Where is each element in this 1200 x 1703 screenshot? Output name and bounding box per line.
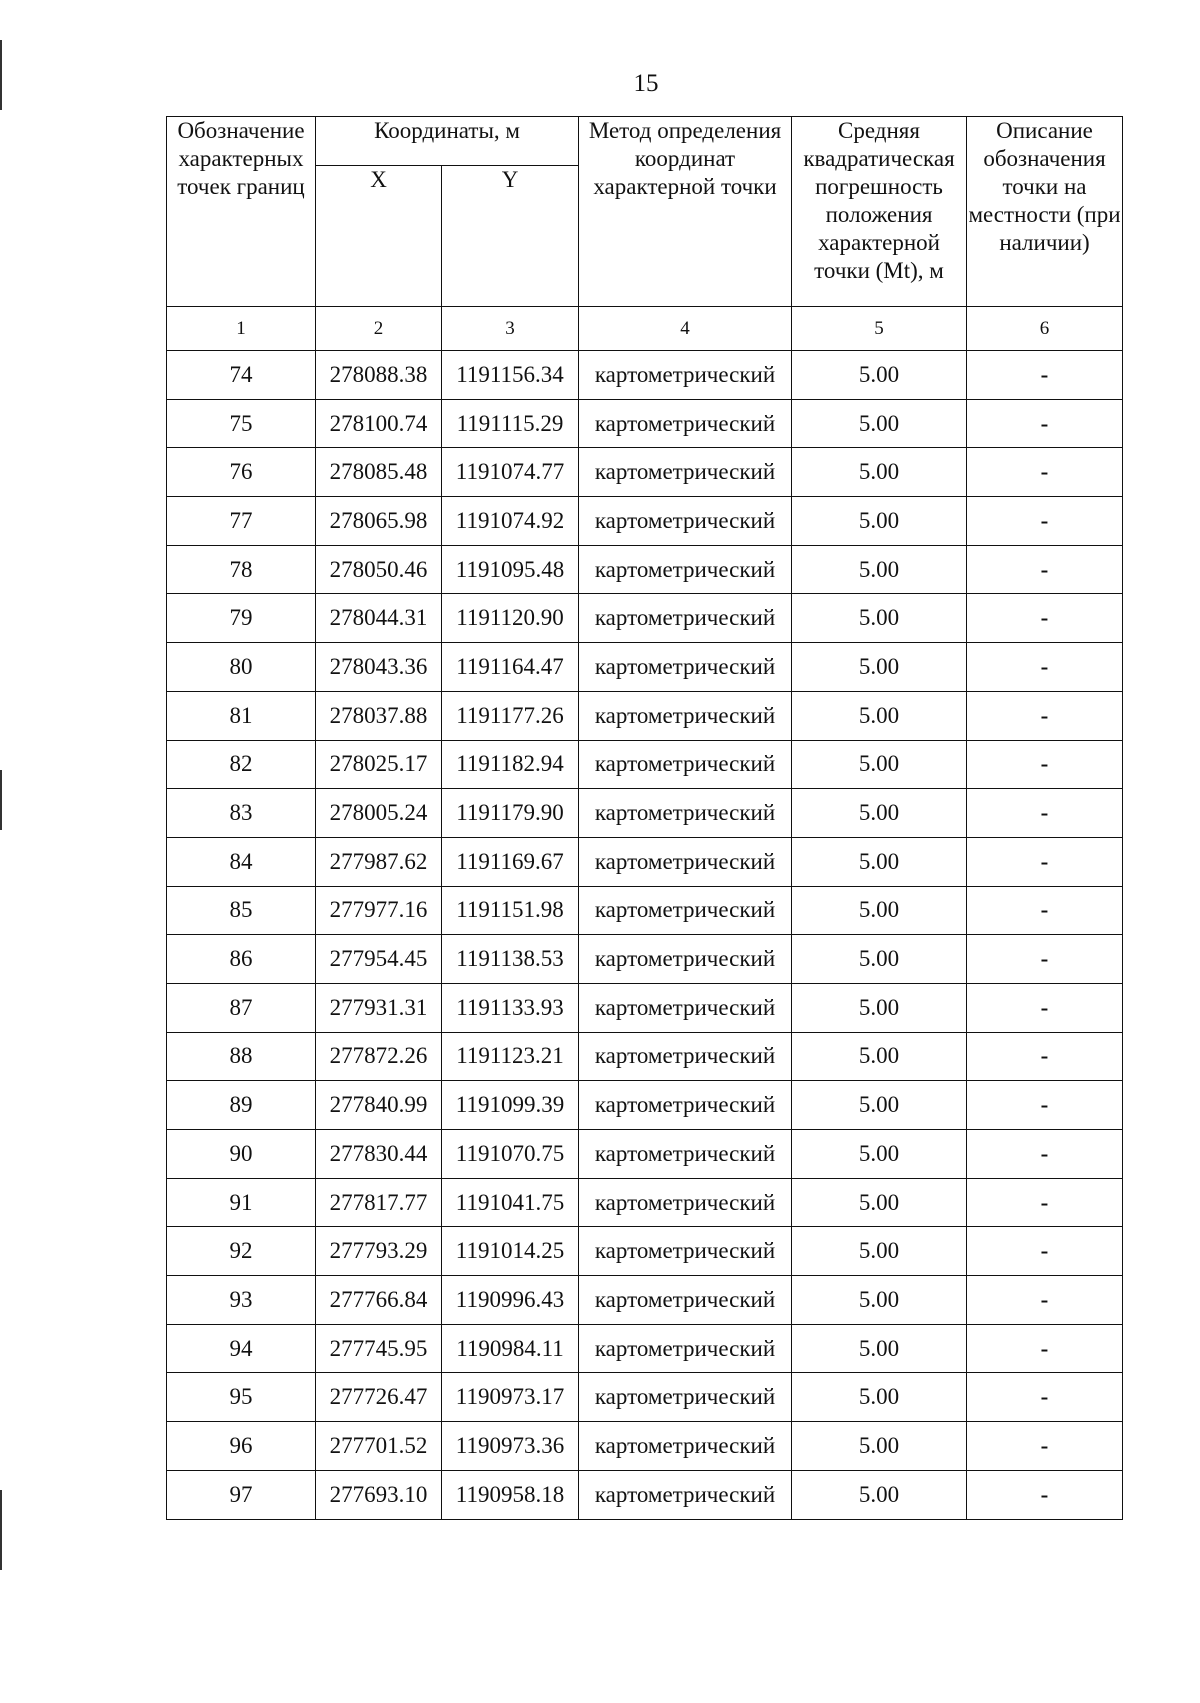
method-cell: картометрический [579,1422,792,1471]
table-row [167,448,1123,497]
y-coordinate-cell: 1190996.43 [442,1276,579,1325]
column-number: 1 [167,307,316,351]
y-coordinate-cell: 1191138.53 [442,935,579,984]
method-cell: картометрический [579,1373,792,1422]
method-cell: картометрический [579,497,792,546]
table-row [167,594,1123,643]
method-cell: картометрический [579,1178,792,1227]
x-coordinate-cell: 277840.99 [316,1081,442,1130]
x-coordinate-cell: 278085.48 [316,448,442,497]
x-coordinate-cell: 278050.46 [316,545,442,594]
description-cell: - [967,448,1123,497]
table-row [167,1276,1123,1325]
y-coordinate-cell: 1191070.75 [442,1130,579,1179]
y-coordinate-cell: 1191182.94 [442,740,579,789]
method-cell: картометрический [579,351,792,400]
description-cell: - [967,1081,1123,1130]
scan-margin-mark [0,1490,2,1570]
header-x: X [316,166,442,307]
point-cell: 92 [167,1227,316,1276]
description-cell: - [967,1276,1123,1325]
y-coordinate-cell: 1191014.25 [442,1227,579,1276]
description-cell: - [967,740,1123,789]
point-cell: 79 [167,594,316,643]
header-description: Описание обозначения точки на местности (при наличии) [967,117,1123,307]
method-cell: картометрический [579,789,792,838]
y-coordinate-cell: 1191151.98 [442,886,579,935]
error-cell: 5.00 [792,1130,967,1179]
column-number: 2 [316,307,442,351]
description-cell: - [967,497,1123,546]
x-coordinate-cell: 277766.84 [316,1276,442,1325]
method-cell: картометрический [579,1276,792,1325]
header-method: Метод определения координат характерной точки [579,117,792,307]
y-coordinate-cell: 1191095.48 [442,545,579,594]
point-cell: 84 [167,837,316,886]
error-cell: 5.00 [792,886,967,935]
column-number: 5 [792,307,967,351]
method-cell: картометрический [579,643,792,692]
point-cell: 78 [167,545,316,594]
method-cell: картометрический [579,448,792,497]
y-coordinate-cell: 1190984.11 [442,1324,579,1373]
point-cell: 76 [167,448,316,497]
point-cell: 82 [167,740,316,789]
method-cell: картометрический [579,1227,792,1276]
x-coordinate-cell: 277693.10 [316,1470,442,1519]
point-cell: 93 [167,1276,316,1325]
y-coordinate-cell: 1191123.21 [442,1032,579,1081]
x-coordinate-cell: 277817.77 [316,1178,442,1227]
error-cell: 5.00 [792,643,967,692]
description-cell: - [967,886,1123,935]
table-body [167,351,1123,1520]
point-cell: 97 [167,1470,316,1519]
error-cell: 5.00 [792,837,967,886]
table-row [167,740,1123,789]
x-coordinate-cell: 277931.31 [316,983,442,1032]
description-cell: - [967,399,1123,448]
x-coordinate-cell: 278044.31 [316,594,442,643]
y-coordinate-cell: 1191074.77 [442,448,579,497]
header-designation: Обозначение характерных точек границ [167,117,316,307]
method-cell: картометрический [579,594,792,643]
description-cell: - [967,594,1123,643]
method-cell: картометрический [579,837,792,886]
method-cell: картометрический [579,545,792,594]
y-coordinate-cell: 1191164.47 [442,643,579,692]
table-row [167,1422,1123,1471]
description-cell: - [967,1373,1123,1422]
point-cell: 85 [167,886,316,935]
error-cell: 5.00 [792,497,967,546]
error-cell: 5.00 [792,1324,967,1373]
method-cell: картометрический [579,691,792,740]
table-row [167,837,1123,886]
x-coordinate-cell: 277830.44 [316,1130,442,1179]
error-cell: 5.00 [792,594,967,643]
description-cell: - [967,1227,1123,1276]
error-cell: 5.00 [792,1422,967,1471]
scan-margin-mark [0,770,2,830]
description-cell: - [967,691,1123,740]
y-coordinate-cell: 1191133.93 [442,983,579,1032]
table-row [167,545,1123,594]
table-row [167,1470,1123,1519]
column-number-row [167,307,1123,351]
header-error: Средняя квадратическая погрешность положения характерной точки (Mt), м [792,117,967,307]
header-coordinates: Координаты, м [316,117,579,166]
table-row [167,643,1123,692]
error-cell: 5.00 [792,935,967,984]
point-cell: 81 [167,691,316,740]
point-cell: 88 [167,1032,316,1081]
method-cell: картометрический [579,1081,792,1130]
x-coordinate-cell: 277793.29 [316,1227,442,1276]
description-cell: - [967,1422,1123,1471]
x-coordinate-cell: 278025.17 [316,740,442,789]
x-coordinate-cell: 278100.74 [316,399,442,448]
description-cell: - [967,351,1123,400]
error-cell: 5.00 [792,1081,967,1130]
method-cell: картометрический [579,399,792,448]
coordinates-table [166,116,1123,1520]
description-cell: - [967,1032,1123,1081]
y-coordinate-cell: 1191074.92 [442,497,579,546]
point-cell: 86 [167,935,316,984]
x-coordinate-cell: 278088.38 [316,351,442,400]
table-row [167,1081,1123,1130]
x-coordinate-cell: 278005.24 [316,789,442,838]
description-cell: - [967,1130,1123,1179]
x-coordinate-cell: 277745.95 [316,1324,442,1373]
table-row [167,935,1123,984]
y-coordinate-cell: 1191041.75 [442,1178,579,1227]
table-row [167,886,1123,935]
error-cell: 5.00 [792,545,967,594]
table-row [167,351,1123,400]
table-row [167,1032,1123,1081]
point-cell: 91 [167,1178,316,1227]
x-coordinate-cell: 277987.62 [316,837,442,886]
x-coordinate-cell: 277726.47 [316,1373,442,1422]
error-cell: 5.00 [792,789,967,838]
table-row [167,691,1123,740]
x-coordinate-cell: 277701.52 [316,1422,442,1471]
point-cell: 74 [167,351,316,400]
point-cell: 75 [167,399,316,448]
method-cell: картометрический [579,935,792,984]
method-cell: картометрический [579,740,792,789]
description-cell: - [967,983,1123,1032]
table-row [167,1324,1123,1373]
x-coordinate-cell: 277954.45 [316,935,442,984]
table-row [167,1227,1123,1276]
description-cell: - [967,545,1123,594]
table-row [167,399,1123,448]
method-cell: картометрический [579,983,792,1032]
table-row [167,1178,1123,1227]
y-coordinate-cell: 1190973.17 [442,1373,579,1422]
column-number: 6 [967,307,1123,351]
method-cell: картометрический [579,886,792,935]
table-row [167,1130,1123,1179]
point-cell: 95 [167,1373,316,1422]
error-cell: 5.00 [792,1470,967,1519]
description-cell: - [967,643,1123,692]
header-y: Y [442,166,579,307]
point-cell: 87 [167,983,316,1032]
method-cell: картометрический [579,1470,792,1519]
error-cell: 5.00 [792,740,967,789]
error-cell: 5.00 [792,1373,967,1422]
error-cell: 5.00 [792,448,967,497]
point-cell: 83 [167,789,316,838]
x-coordinate-cell: 278043.36 [316,643,442,692]
y-coordinate-cell: 1191115.29 [442,399,579,448]
point-cell: 90 [167,1130,316,1179]
error-cell: 5.00 [792,1032,967,1081]
page-number: 15 [633,70,659,97]
table-row [167,1373,1123,1422]
method-cell: картометрический [579,1324,792,1373]
description-cell: - [967,1178,1123,1227]
error-cell: 5.00 [792,983,967,1032]
point-cell: 77 [167,497,316,546]
description-cell: - [967,837,1123,886]
method-cell: картометрический [579,1130,792,1179]
point-cell: 94 [167,1324,316,1373]
y-coordinate-cell: 1191169.67 [442,837,579,886]
error-cell: 5.00 [792,351,967,400]
error-cell: 5.00 [792,1178,967,1227]
x-coordinate-cell: 277872.26 [316,1032,442,1081]
point-cell: 96 [167,1422,316,1471]
y-coordinate-cell: 1191099.39 [442,1081,579,1130]
error-cell: 5.00 [792,691,967,740]
description-cell: - [967,935,1123,984]
error-cell: 5.00 [792,1227,967,1276]
point-cell: 89 [167,1081,316,1130]
table-row [167,497,1123,546]
y-coordinate-cell: 1191177.26 [442,691,579,740]
x-coordinate-cell: 277977.16 [316,886,442,935]
y-coordinate-cell: 1191179.90 [442,789,579,838]
y-coordinate-cell: 1190973.36 [442,1422,579,1471]
description-cell: - [967,1324,1123,1373]
table-row [167,983,1123,1032]
x-coordinate-cell: 278065.98 [316,497,442,546]
method-cell: картометрический [579,1032,792,1081]
y-coordinate-cell: 1191120.90 [442,594,579,643]
column-number: 3 [442,307,579,351]
y-coordinate-cell: 1191156.34 [442,351,579,400]
description-cell: - [967,789,1123,838]
x-coordinate-cell: 278037.88 [316,691,442,740]
table-row [167,789,1123,838]
point-cell: 80 [167,643,316,692]
description-cell: - [967,1470,1123,1519]
y-coordinate-cell: 1190958.18 [442,1470,579,1519]
column-number: 4 [579,307,792,351]
error-cell: 5.00 [792,399,967,448]
error-cell: 5.00 [792,1276,967,1325]
